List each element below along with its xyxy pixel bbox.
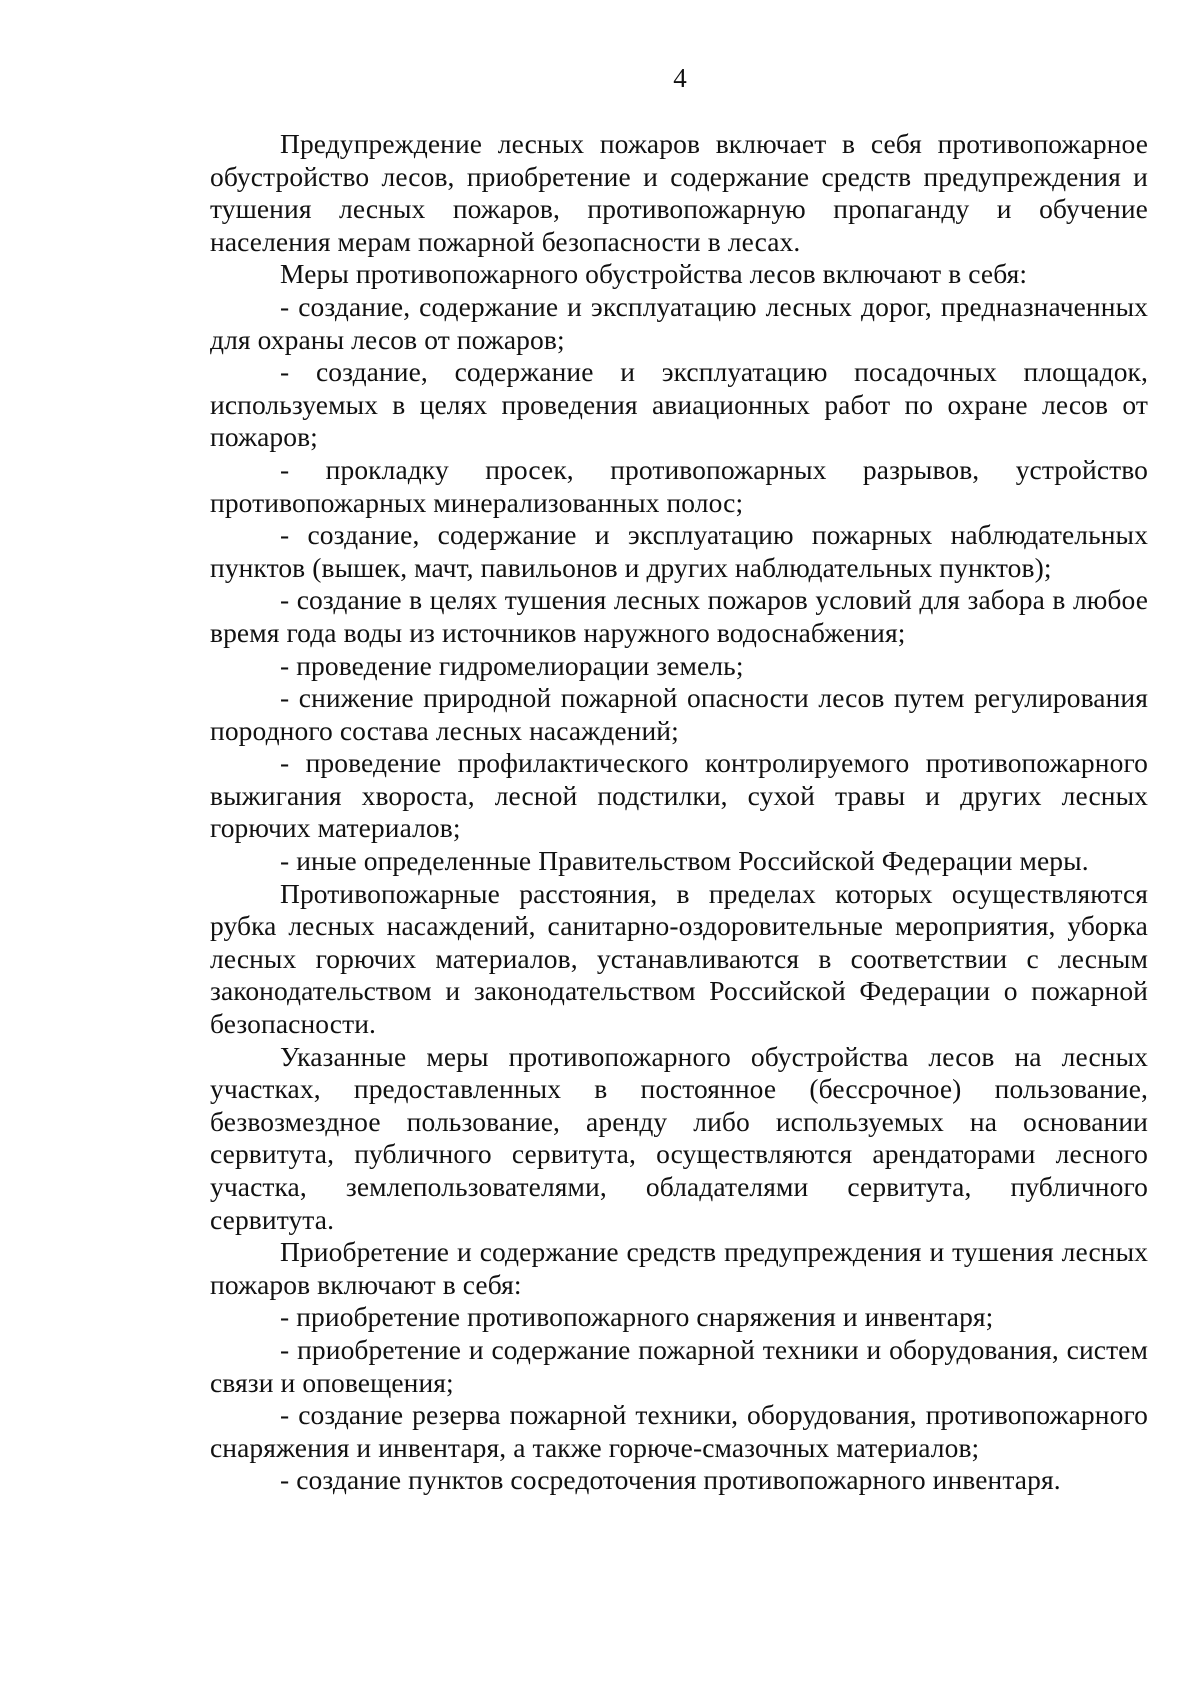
document-body [210, 128, 1148, 1497]
paragraph-equipment-heading: Приобретение и содержание средств предупреждения и тушения лесных пожаров включают в себя: [210, 1236, 1148, 1300]
list-item: - создание, содержание и эксплуатацию пожарных наблюдательных пунктов (вышек, мачт, павильонов и других наблюдательных пунктов); [210, 519, 1148, 583]
list-item: - прокладку просек, противопожарных разрывов, устройство противопожарных минерализованных полос; [210, 453, 1148, 518]
paragraph-measures-heading: Меры противопожарного обустройства лесов включают в себя: [280, 258, 1028, 290]
list-item: - проведение профилактического контролируемого противопожарного выжигания хвороста, лесной подстилки, сухой травы и других лесных горючих материалов; [210, 747, 1148, 844]
list-item: - создание, содержание и эксплуатацию лесных дорог, предназначенных для охраны лесов от пожаров; [210, 290, 1148, 355]
paragraph-leased-plots: Указанные меры противопожарного обустройства лесов на лесных участках, предоставленных в постоянное (бессрочное) пользование, безвозмездное пользование, аренду либо используемых на основании сервитута, публичного сервитута, осуществляются арендаторами лесного участка, землепользователями, обладателями сервитута, публичного сервитута. [210, 1040, 1148, 1235]
paragraph-fire-distances: Противопожарные расстояния, в пределах которых осуществляются рубка лесных насаждений, санитарно-оздоровительные мероприятия, уборка лесных горючих материалов, устанавливаются в соответствии с лесным законодательством и законодательством Российской Федерации о пожарной безопасности. [210, 877, 1148, 1040]
list-item: - создание резерва пожарной техники, оборудования, противопожарного снаряжения и инвентаря, а также горюче-смазочных материалов; [210, 1399, 1148, 1463]
list-item: - приобретение и содержание пожарной техники и оборудования, систем связи и оповещения; [210, 1333, 1148, 1398]
list-item: - проведение гидромелиорации земель; [280, 649, 744, 681]
page-number: 4 [673, 63, 687, 93]
list-item: - создание, содержание и эксплуатацию посадочных площадок, используемых в целях проведения авиационных работ по охране лесов от пожаров; [210, 356, 1148, 453]
list-item: - иные определенные Правительством Российской Федерации меры. [280, 845, 1089, 877]
list-item: - снижение природной пожарной опасности лесов путем регулирования породного состава лесных насаждений; [210, 682, 1148, 746]
list-item: - создание в целях тушения лесных пожаров условий для забора в любое время года воды из источников наружного водоснабжения; [210, 584, 1148, 648]
list-item: - приобретение противопожарного снаряжения и инвентаря; [280, 1301, 994, 1333]
paragraph-fire-prevention-intro: Предупреждение лесных пожаров включает в себя противопожарное обустройство лесов, приобретение и содержание средств предупреждения и тушения лесных пожаров, противопожарную пропаганду и обучение населения мерам пожарной безопасности в лесах. [210, 128, 1148, 257]
list-item: - создание пунктов сосредоточения противопожарного инвентаря. [280, 1464, 1061, 1496]
